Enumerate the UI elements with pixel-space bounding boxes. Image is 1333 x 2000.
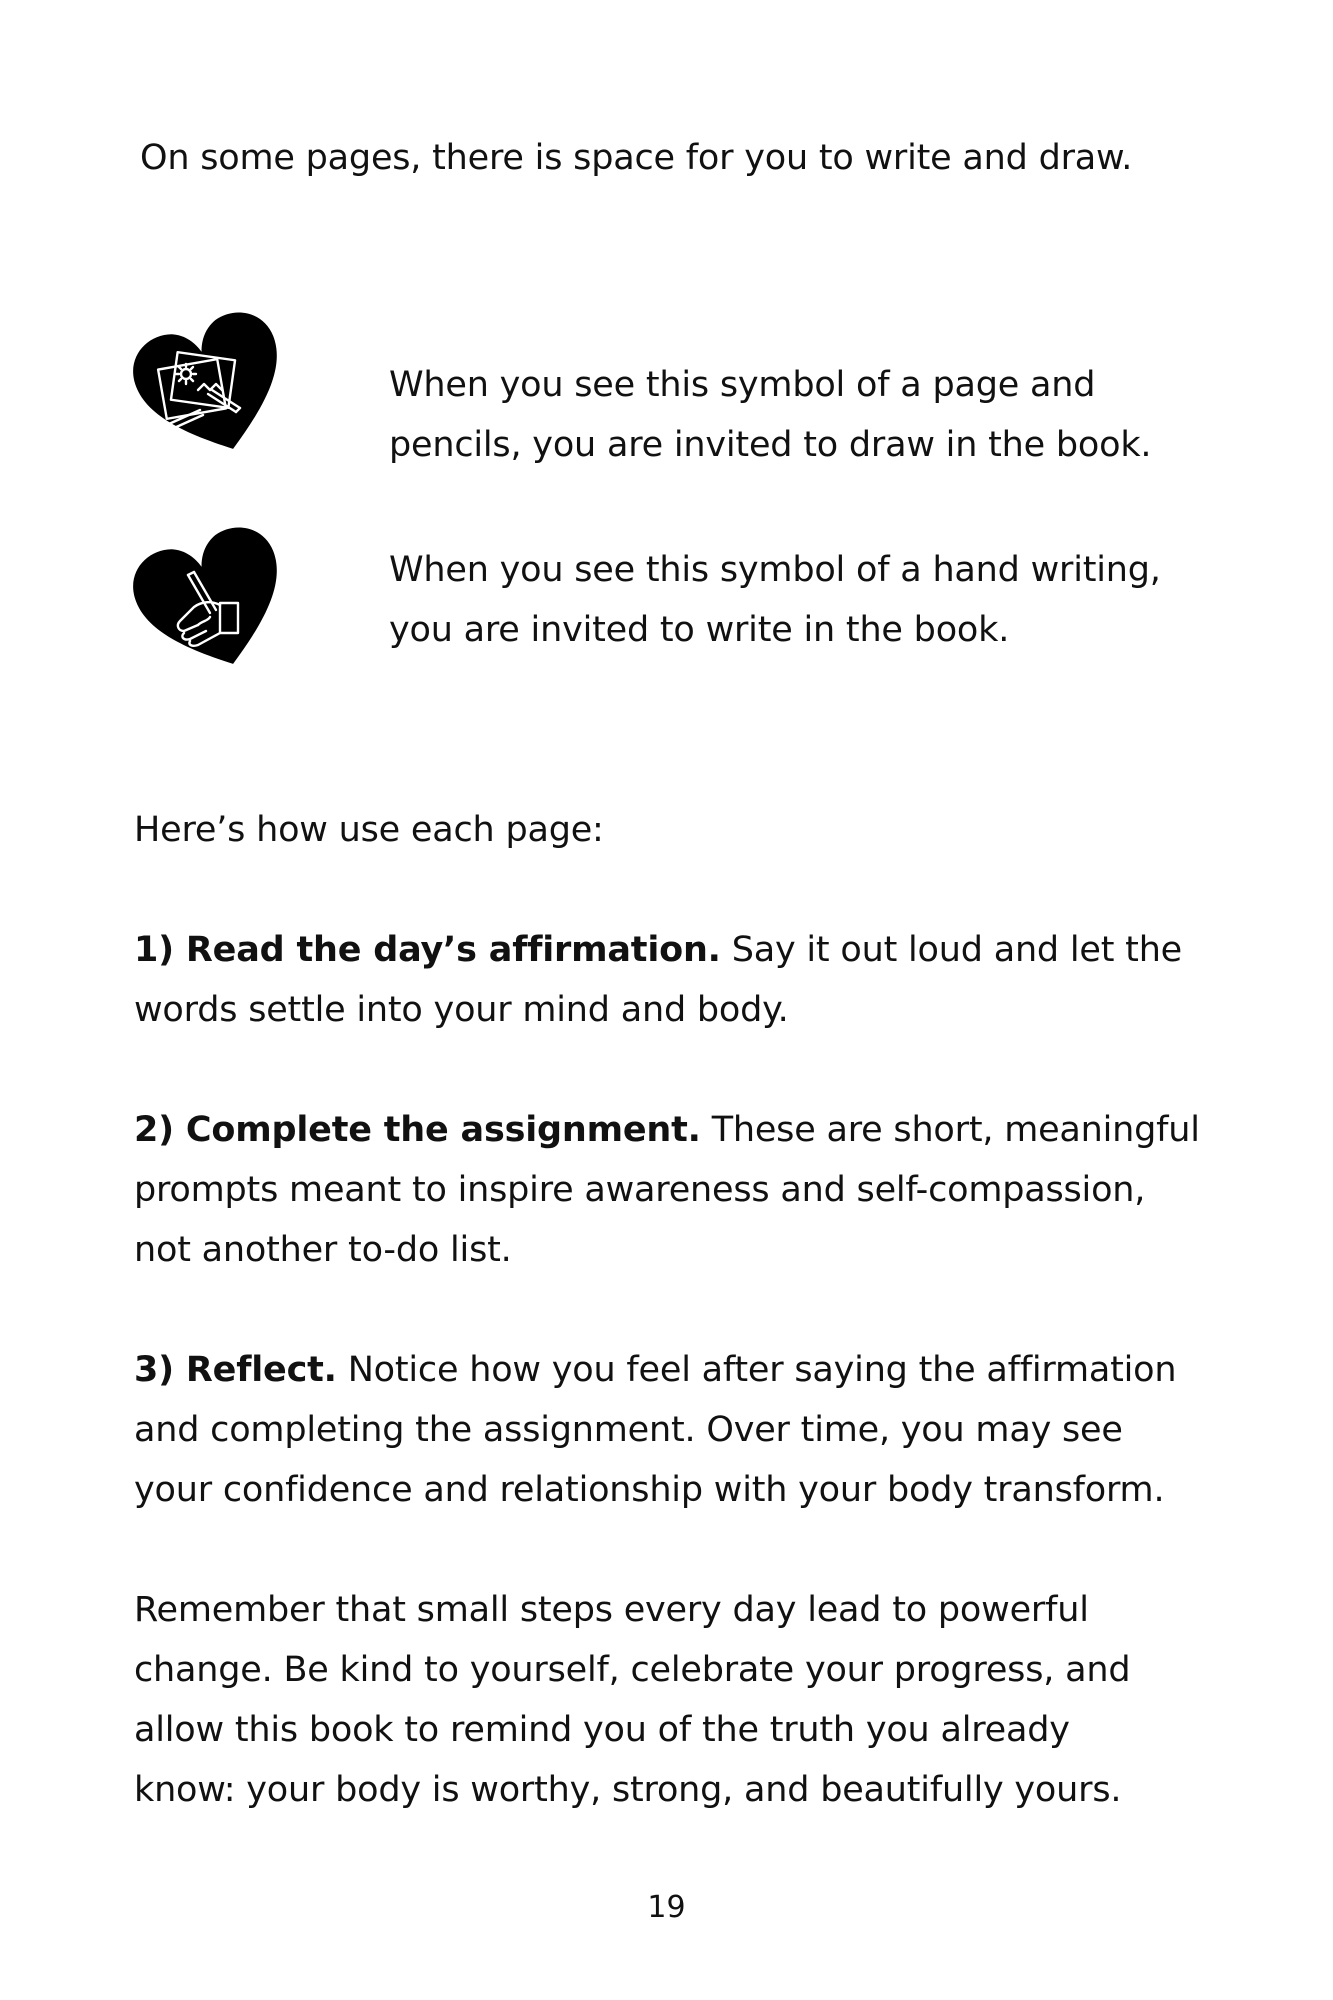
step-2-paragraph [134, 1100, 1200, 1280]
legend-draw-text [389, 355, 1151, 475]
howto-heading: Here’s how use each page: [134, 810, 604, 850]
step-3-text: Notice how you feel after saying the affirmation [336, 1350, 1177, 1390]
closing-line: Remember that small steps every day lead to powerful [134, 1590, 1089, 1630]
intro-text: On some pages, there is space for you to write and draw. [140, 138, 1133, 178]
closing-line: change. Be kind to yourself, celebrate your progress, and [134, 1650, 1131, 1690]
step-3-line: and completing the assignment. Over time, you may see [134, 1410, 1123, 1450]
step-1-text: Say it out loud and let the [720, 930, 1183, 970]
step-2-text: These are short, meaningful [700, 1110, 1200, 1150]
step-1-paragraph [134, 920, 1182, 1040]
step-1-line [134, 920, 1182, 980]
step-2-line [134, 1100, 1200, 1160]
step-2-title: 2) Complete the assignment. [134, 1110, 701, 1150]
closing-line: allow this book to remind you of the truth you already [134, 1710, 1070, 1750]
closing-line: know: your body is worthy, strong, and beautifully yours. [134, 1770, 1122, 1810]
legend-draw-line: When you see this symbol of a page and [389, 365, 1096, 405]
step-3-line [134, 1340, 1176, 1400]
legend-write-line: you are invited to write in the book. [389, 610, 1010, 650]
step-2-line: prompts meant to inspire awareness and self-compassion, [134, 1170, 1146, 1210]
legend-write-text [389, 540, 1161, 660]
step-1-line: words settle into your mind and body. [134, 990, 789, 1030]
closing-paragraph [134, 1580, 1130, 1820]
step-3-title: 3) Reflect. [134, 1350, 337, 1390]
heart-page-pencils-icon [128, 302, 298, 472]
step-2-line: not another to-do list. [134, 1230, 512, 1270]
step-3-paragraph [134, 1340, 1176, 1520]
heart-hand-writing-icon [128, 517, 298, 687]
legend-write-line: When you see this symbol of a hand writing, [389, 550, 1161, 590]
page-number: 19 [647, 1890, 686, 1925]
legend-draw-line: pencils, you are invited to draw in the book. [389, 425, 1152, 465]
step-3-line: your confidence and relationship with your body transform. [134, 1470, 1165, 1510]
step-1-title: 1) Read the day’s affirmation. [134, 930, 721, 970]
